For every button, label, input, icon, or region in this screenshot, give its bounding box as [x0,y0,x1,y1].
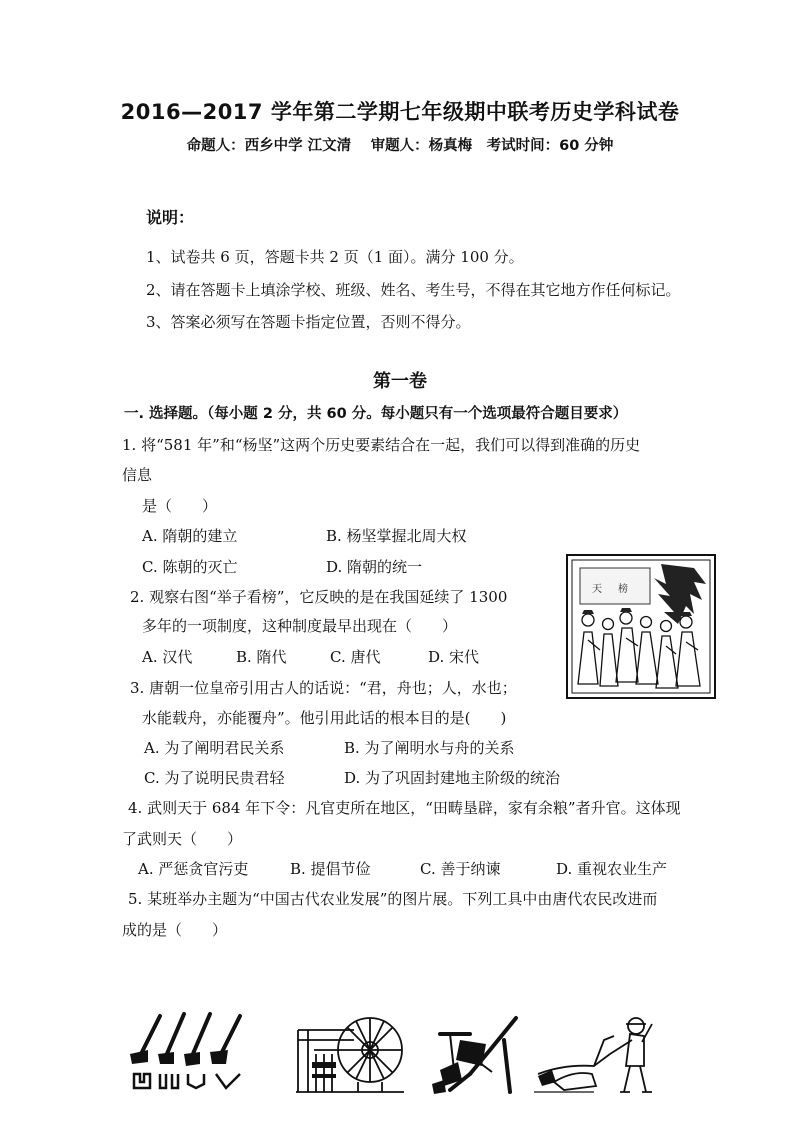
q4-option-b: B. 提倡节俭 [290,860,371,878]
water-wheel-illustration [294,1010,406,1096]
hoe-set-illustration [126,1010,254,1092]
instruction-item: 3、答案必须写在答题卡指定位置，否则不得分。 [146,313,471,331]
exam-info: 命题人：西乡中学 江文清 审题人：杨真梅 考试时间：60 分钟 [186,138,614,154]
q3-option-b: B. 为了阐明水与舟的关系 [344,739,515,757]
instruction-item: 2、请在答题卡上填涂学校、班级、姓名、考生号，不得在其它地方作任何标记。 [146,281,681,299]
section-title: 第一卷 [373,371,427,392]
question-3-line-2: 水能载舟，亦能覆舟”。他引用此话的根本目的是( ) [142,709,507,727]
svg-text:天: 天 [592,584,602,595]
curved-plow-illustration [430,1010,522,1096]
question-3-line-1: 3. 唐朝一位皇帝引用古人的话说：“君，舟也；人，水也； [130,679,517,697]
q1-option-b: B. 杨坚掌握北周大权 [326,527,467,545]
question-1-line-3: 是（ ） [142,497,218,515]
q3-option-d: D. 为了巩固封建地主阶级的统治 [344,769,561,787]
question-5-line-1: 5. 某班举办主题为“中国古代农业发展”的图片展。下列工具中由唐代农民改进而 [128,890,658,908]
q4-option-c: C. 善于纳谏 [420,860,501,878]
q4-option-d: D. 重视农业生产 [556,860,668,878]
question-4-line-2: 了武则天（ ） [122,830,243,848]
q3-option-a: A. 为了阐明君民关系 [144,739,285,757]
question-5-line-2: 成的是（ ） [122,921,228,939]
q1-option-a: A. 隋朝的建立 [142,527,238,545]
q2-option-b: B. 隋代 [236,648,287,666]
farmer-plowing-illustration [534,1010,670,1096]
question-2-line-1: 2. 观察右图“举子看榜”，它反映的是在我国延续了 1300 [130,588,508,606]
svg-text:榜: 榜 [618,584,628,595]
question-4-line-1: 4. 武则天于 684 年下令：凡官吏所在地区，“田畴垦辟，家有余粮”者升官。这体现 [128,799,681,817]
q3-option-c: C. 为了说明民贵君轻 [144,769,285,787]
q4-option-a: A. 严惩贪官污吏 [138,860,249,878]
q1-option-c: C. 陈朝的灭亡 [142,558,238,576]
page-title: 2016—2017 学年第二学期七年级期中联考历史学科试卷 [120,100,680,124]
instructions-heading: 说明： [146,208,195,227]
exam-results-illustration [566,554,716,699]
q1-option-d: D. 隋朝的统一 [326,558,423,576]
part-heading: 一. 选择题。（每小题 2 分，共 60 分。每小题只有一个选项最符合题目要求） [124,406,628,422]
question-2-line-2: 多年的一项制度，这种制度最早出现在（ ） [142,617,458,635]
q2-option-c: C. 唐代 [330,648,381,666]
q2-option-a: A. 汉代 [142,648,193,666]
instruction-item: 1、试卷共 6 页，答题卡共 2 页（1 面）。满分 100 分。 [146,248,524,266]
q2-option-d: D. 宋代 [428,648,480,666]
question-1-line-1: 1. 将“581 年”和“杨坚”这两个历史要素结合在一起，我们可以得到准确的历史 [122,436,641,454]
question-1-line-2: 信息 [122,466,153,484]
